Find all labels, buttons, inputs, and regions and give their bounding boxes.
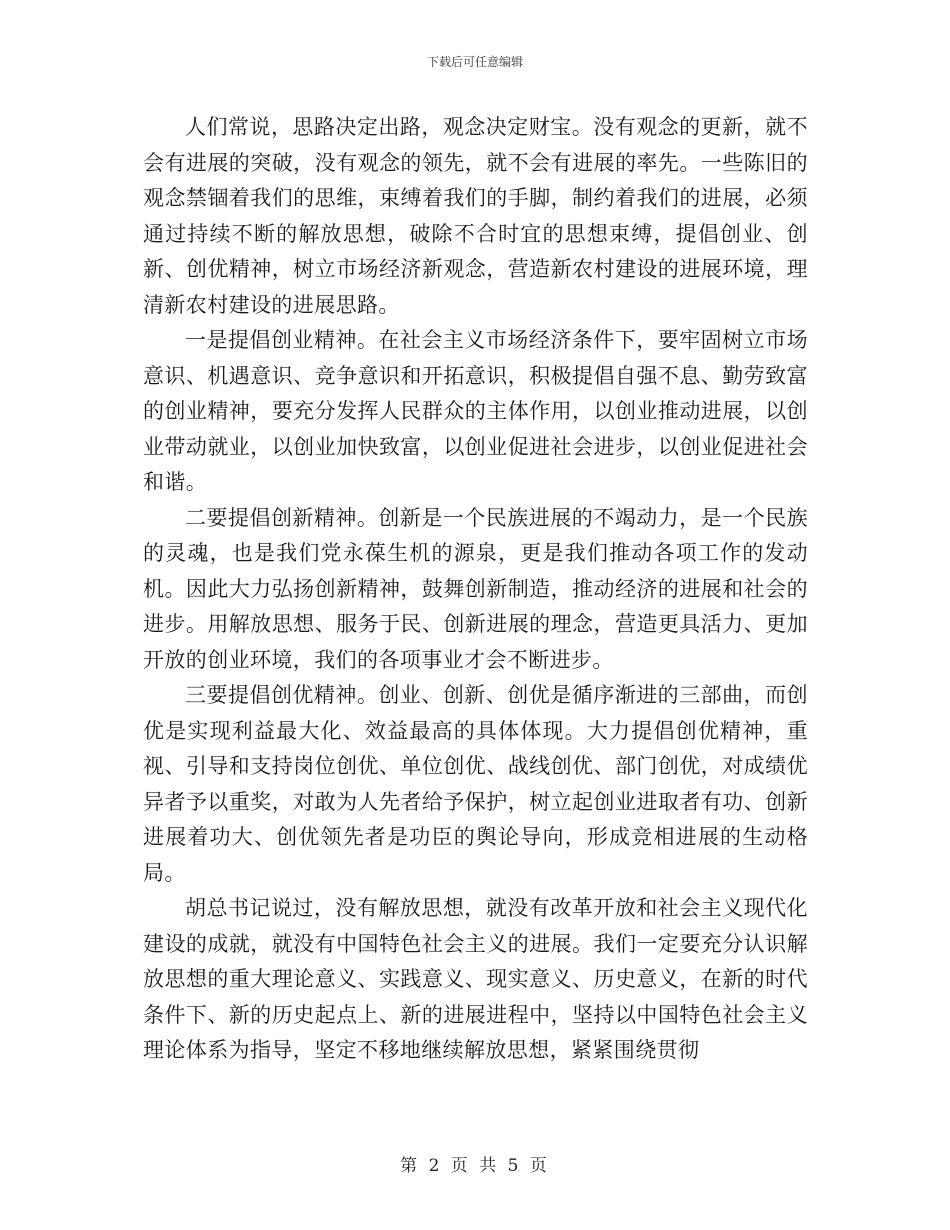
paragraph-innovation: 二要提倡创新精神。创新是一个民族进展的不竭动力，是一个民族的灵魂，也是我们党永葆生机的源泉，更是我们推动各项工作的发动机。因此大力弘扬创新精神，鼓舞创新制造，推动经济的进展和社会的进步。用解放思想、服务于民、创新进展的理念，营造更具活力、更加开放的创业环境，我们的各项事业才会不断进步。 <box>143 505 808 672</box>
page-number-footer: 第 2 页 共 5 页 <box>400 1156 550 1176</box>
paragraph-excellence: 三要提倡创优精神。创业、创新、创优是循序渐进的三部曲，而创优是实现利益最大化、效益最高的具体体现。大力提倡创优精神，重视、引导和支持岗位创优、单位创优、战线创优、部门创优，对成绩优异者予以重奖，对敢为人先者给予保护，树立起创业进取者有功、创新进展着功大、创优领先者是功臣的舆论导向，形成竞相进展的生动格局。 <box>143 683 808 885</box>
document-body <box>143 110 808 1069</box>
paragraph-entrepreneurship: 一是提倡创业精神。在社会主义市场经济条件下，要牢固树立市场意识、机遇意识、竞争意识和开拓意识，积极提倡自强不息、勤劳致富的创业精神，要充分发挥人民群众的主体作用，以创业推动进展，以创业带动就业，以创业加快致富，以创业促进社会进步，以创业促进社会和谐。 <box>143 328 808 494</box>
paragraph-conclusion: 胡总书记说过，没有解放思想，就没有改革开放和社会主义现代化建设的成就，就没有中国特色社会主义的进展。我们一定要充分认识解放思想的重大理论意义、实践意义、现实意义、历史意义，在新的时代条件下、新的历史起点上、新的进展进程中，坚持以中国特色社会主义理论体系为指导，坚定不移地继续解放思想，紧紧围绕贯彻 <box>143 896 808 1062</box>
paragraph-intro: 人们常说，思路决定出路，观念决定财宝。没有观念的更新，就不会有进展的突破，没有观念的领先，就不会有进展的率先。一些陈旧的观念禁锢着我们的思维，束缚着我们的手脚，制约着我们的进展，必须通过持续不断的解放思想，破除不合时宜的思想束缚，提倡创业、创新、创优精神，树立市场经济新观念，营造新农村建设的进展环境，理清新农村建设的进展思路。 <box>143 115 808 317</box>
page-header-note: 下载后可任意编辑 <box>426 55 523 69</box>
